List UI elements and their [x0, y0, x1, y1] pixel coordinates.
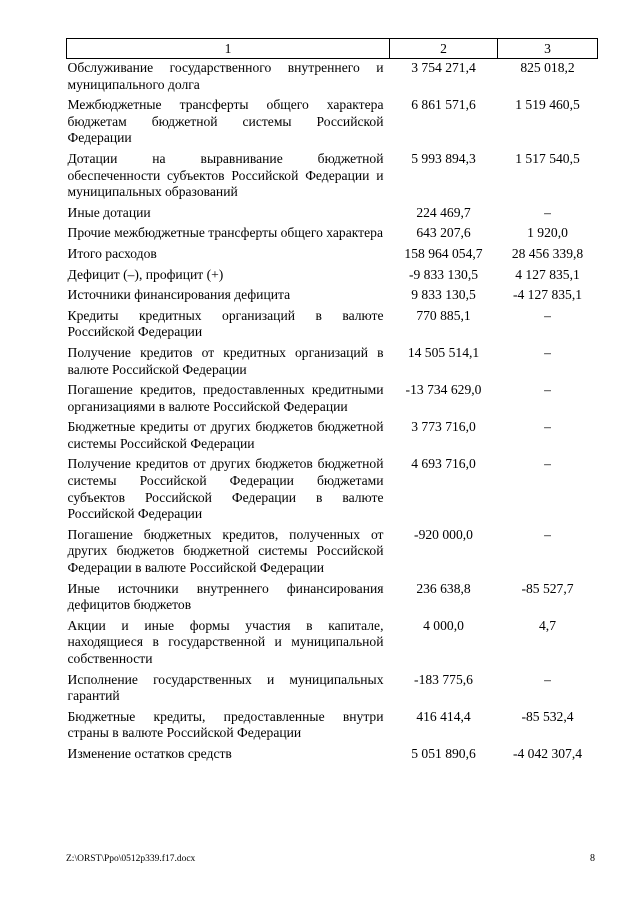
row-value-col2: 158 964 054,7 [404, 245, 483, 261]
row-label: Изменение остатков средств [67, 745, 232, 761]
table-row [67, 580, 598, 617]
row-value-col3: – [544, 526, 551, 542]
table-row [67, 245, 598, 266]
row-label: Бюджетные кредиты, предоставленные внутри страны в валюте Российской Федерации [67, 708, 384, 741]
table-row [67, 708, 598, 745]
table-row [67, 745, 598, 766]
row-label: Исполнение государственных и муниципальных гарантий [67, 671, 384, 704]
row-label: Источники финансирования дефицита [67, 287, 291, 303]
row-value-col3: 825 018,2 [520, 60, 575, 75]
row-value-col3: – [544, 307, 551, 323]
table-row [67, 96, 598, 150]
table-row [67, 381, 598, 418]
row-value-col3: 1 519 460,5 [515, 97, 580, 113]
table-row [67, 59, 598, 97]
row-label: Погашение кредитов, предоставленных кредитными организациями в валюте Российской Федерации [67, 382, 384, 414]
row-value-col3: -85 527,7 [521, 580, 574, 596]
row-value-col2: 14 505 514,1 [407, 344, 480, 360]
row-label: Иные источники внутреннего финансирования дефицитов бюджетов [67, 580, 384, 613]
row-value-col3: – [544, 456, 551, 472]
table-row [67, 344, 598, 381]
row-value-col2: 5 993 894,3 [411, 150, 476, 166]
table-row [67, 526, 598, 580]
row-value-col3: 4,7 [539, 617, 556, 633]
column-header-1: 1 [67, 39, 390, 59]
table-row [67, 307, 598, 344]
row-value-col2: -13 734 629,0 [405, 382, 482, 398]
row-value-col2: 4 693 716,0 [411, 456, 476, 472]
table-row [67, 418, 598, 455]
row-label: Прочие межбюджетные трансферты общего характера [67, 225, 383, 241]
table-body [67, 59, 598, 766]
row-label: Итого расходов [67, 245, 157, 261]
row-value-col2: -920 000,0 [414, 526, 473, 542]
row-label: Получение кредитов от других бюджетов бюджетной системы Российской Федерации бюджетами субъектов Российской Федерации в валюте Российской Федерации [67, 456, 384, 522]
row-label: Кредиты кредитных организаций в валюте Российской Федерации [67, 307, 384, 340]
budget-table [66, 38, 598, 766]
row-value-col2: 6 861 571,6 [411, 97, 476, 113]
row-value-col2: 4 000,0 [423, 617, 464, 633]
row-label: Погашение бюджетных кредитов, полученных от других бюджетов бюджетной системы Российской Федерации в валюте Российской Федерации [67, 526, 384, 576]
row-value-col2: 643 207,6 [416, 225, 471, 241]
footer-file-path: Z:\ORST\Ppo\0512p339.f17.docx [66, 854, 196, 864]
row-label: Иные дотации [67, 204, 151, 220]
row-value-col2: -183 775,6 [414, 671, 473, 687]
row-value-col2: 770 885,1 [416, 307, 471, 323]
row-value-col2: 3 773 716,0 [411, 419, 476, 435]
row-label: Обслуживание государственного внутреннего и муниципального долга [67, 60, 384, 92]
row-value-col3: – [544, 344, 551, 360]
row-label: Дотации на выравнивание бюджетной обеспеченности субъектов Российской Федерации и муниципальных образований [67, 150, 384, 200]
table-row [67, 266, 598, 287]
row-value-col3: 28 456 339,8 [511, 245, 584, 261]
table-row [67, 150, 598, 204]
row-label: Дефицит (–), профицит (+) [67, 266, 224, 282]
row-value-col3: -4 042 307,4 [512, 745, 583, 761]
row-label: Акции и иные формы участия в капитале, находящиеся в государственной и муниципальной собственности [67, 617, 384, 666]
table-header-row [67, 39, 598, 59]
row-value-col2: 224 469,7 [416, 204, 471, 220]
row-value-col3: – [544, 419, 551, 435]
row-value-col2: 416 414,4 [416, 708, 471, 724]
table-row [67, 286, 598, 307]
row-value-col2: 3 754 271,4 [411, 60, 476, 75]
row-value-col2: 9 833 130,5 [411, 287, 476, 303]
row-value-col2: -9 833 130,5 [408, 266, 479, 282]
row-label: Межбюджетные трансферты общего характера бюджетам бюджетной системы Российской Федерации [67, 97, 384, 146]
row-value-col3: 4 127 835,1 [515, 266, 580, 282]
row-value-col3: -85 532,4 [521, 708, 574, 724]
row-value-col3: 1 517 540,5 [515, 150, 580, 166]
table-row [67, 671, 598, 708]
row-value-col3: – [544, 671, 551, 687]
row-value-col2: 5 051 890,6 [411, 745, 476, 761]
row-value-col3: -4 127 835,1 [512, 287, 583, 303]
column-header-2: 2 [390, 39, 498, 59]
footer-page-number: 8 [590, 853, 595, 864]
table-row [67, 204, 598, 225]
row-label: Получение кредитов от кредитных организаций в валюте Российской Федерации [67, 344, 384, 377]
row-value-col2: 236 638,8 [416, 580, 471, 596]
column-header-3: 3 [498, 39, 598, 59]
row-label: Бюджетные кредиты от других бюджетов бюджетной системы Российской Федерации [67, 419, 384, 451]
row-value-col3: 1 920,0 [527, 225, 568, 241]
table-row [67, 224, 598, 245]
row-value-col3: – [544, 382, 551, 398]
table-row [67, 617, 598, 671]
row-value-col3: – [544, 204, 551, 220]
table-row [67, 455, 598, 525]
